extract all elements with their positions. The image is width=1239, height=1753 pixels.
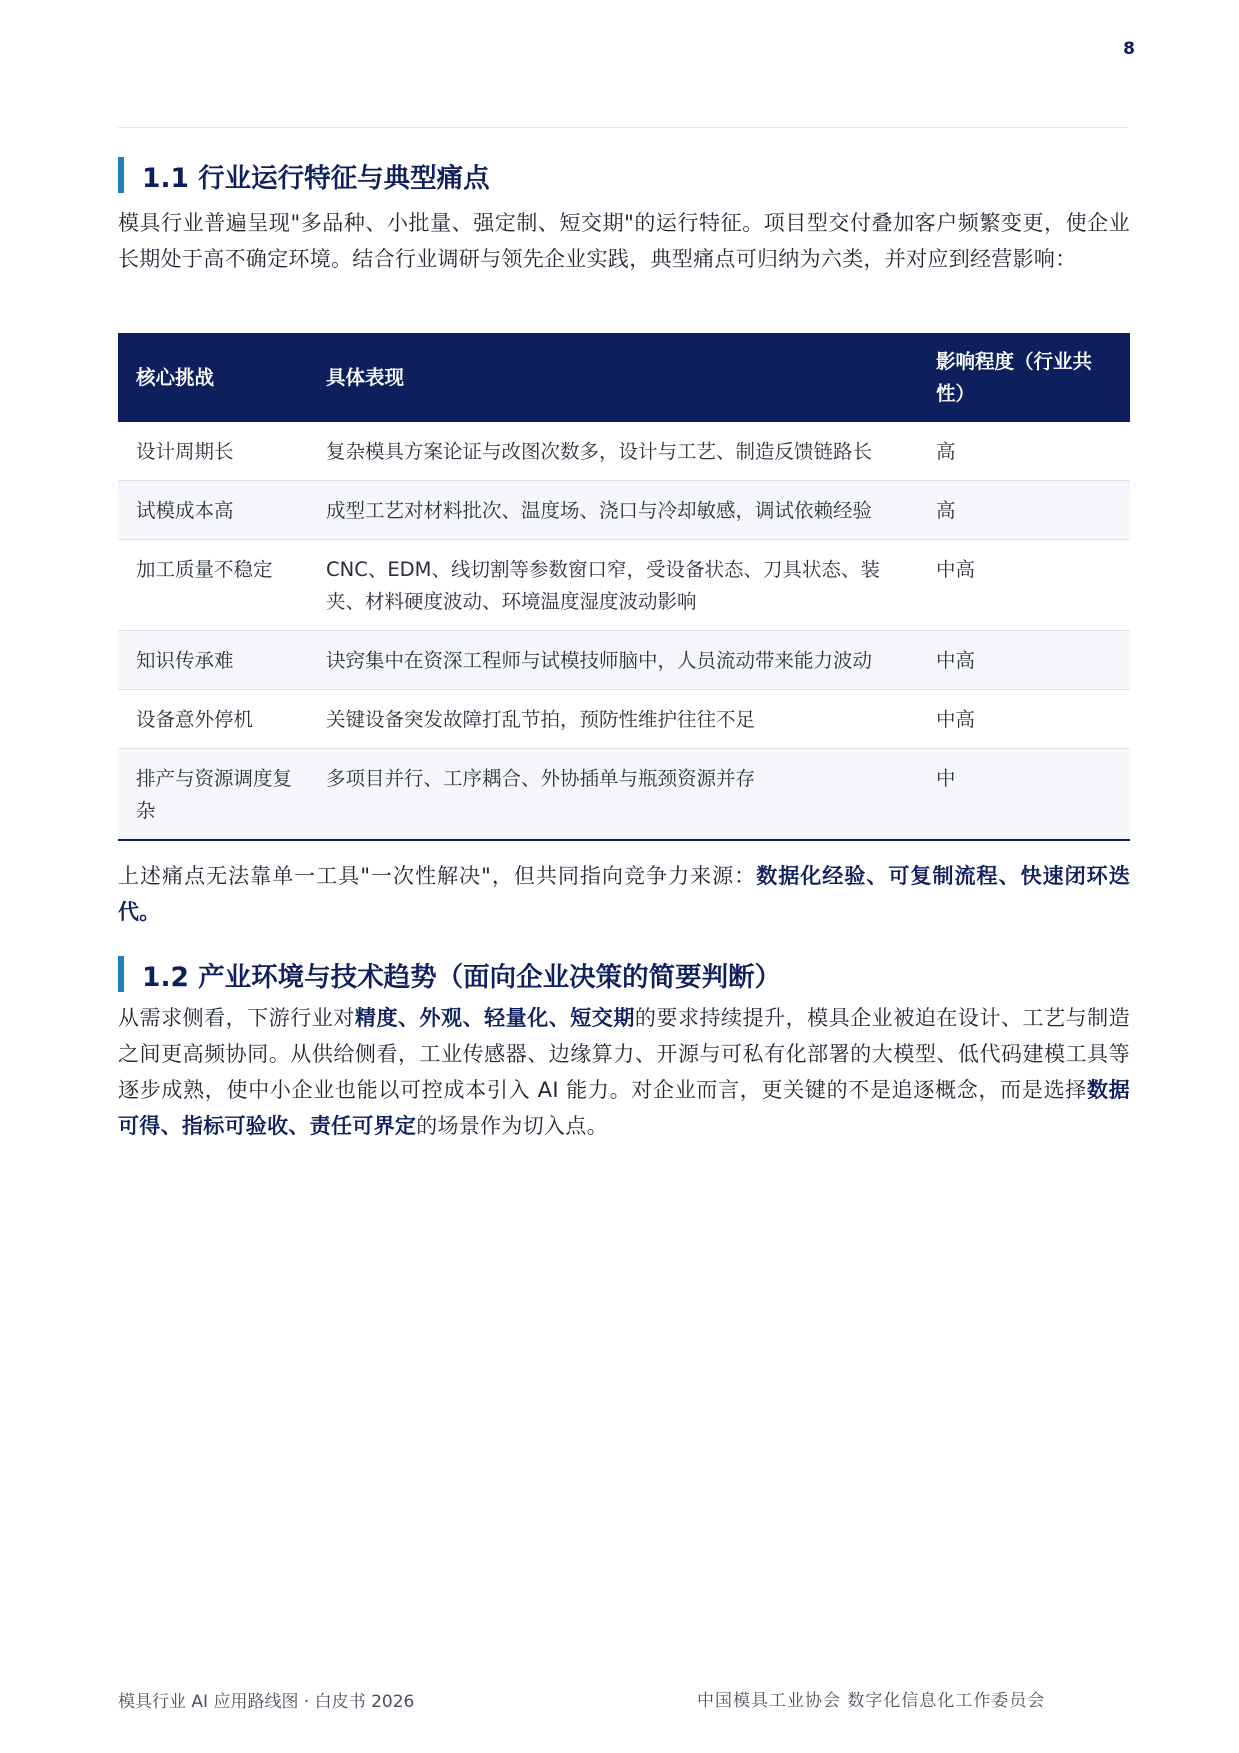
text-run: 的要求持续提升，模具企业被迫在设计、工艺与制造之间更高频协同。从供给侧看，工业传感器、边缘算力、开源与可私有化部署的大模型、低代码建模工具等逐步成熟，使中小企业也能以可控成本引入 AI 能力。对企业而言，更关键的不是追逐概念，而是选择 bbox=[118, 1006, 1130, 1102]
cell-impact: 中高 bbox=[918, 540, 1130, 631]
footer-organization: 中国模具工业协会 数字化信息化工作委员会 bbox=[697, 1691, 1046, 1711]
header-divider bbox=[118, 127, 1128, 128]
cell-challenge: 试模成本高 bbox=[118, 481, 308, 540]
text-run: 的场景作为切入点。 bbox=[416, 1114, 608, 1138]
pain-points-table bbox=[118, 333, 1130, 841]
cell-detail: CNC、EDM、线切割等参数窗口窄，受设备状态、刀具状态、装夹、材料硬度波动、环境温度湿度波动影响 bbox=[308, 540, 918, 631]
cell-impact: 高 bbox=[918, 481, 1130, 540]
table-row bbox=[118, 422, 1130, 481]
column-header-challenge: 核心挑战 bbox=[118, 333, 308, 422]
cell-detail: 成型工艺对材料批次、温度场、浇口与冷却敏感，调试依赖经验 bbox=[308, 481, 918, 540]
cell-challenge: 设备意外停机 bbox=[118, 690, 308, 749]
section-title: 1.1 行业运行特征与典型痛点 bbox=[142, 162, 490, 194]
section-heading-1-2 bbox=[118, 956, 781, 992]
conclusion-lead-text: 上述痛点无法靠单一工具"一次性解决"，但共同指向竞争力来源： bbox=[118, 864, 757, 888]
section-title: 1.2 产业环境与技术趋势（面向企业决策的简要判断） bbox=[142, 961, 782, 993]
page-number: 8 bbox=[1123, 39, 1135, 59]
section-heading-1-1 bbox=[118, 157, 490, 193]
cell-challenge: 知识传承难 bbox=[118, 631, 308, 690]
cell-detail: 复杂模具方案论证与改图次数多，设计与工艺、制造反馈链路长 bbox=[308, 422, 918, 481]
heading-accent-bar bbox=[118, 157, 124, 193]
section-conclusion-paragraph bbox=[118, 858, 1130, 930]
cell-impact: 中 bbox=[918, 749, 1130, 841]
text-run: 从需求侧看，下游行业对 bbox=[118, 1006, 355, 1030]
cell-detail: 多项目并行、工序耦合、外协插单与瓶颈资源并存 bbox=[308, 749, 918, 841]
cell-challenge: 设计周期长 bbox=[118, 422, 308, 481]
section-intro-paragraph: 模具行业普遍呈现"多品种、小批量、强定制、短交期"的运行特征。项目型交付叠加客户频繁变更，使企业长期处于高不确定环境。结合行业调研与领先企业实践，典型痛点可归纳为六类，并对应到经营影响： bbox=[118, 211, 1130, 271]
cell-detail: 诀窍集中在资深工程师与试模技师脑中，人员流动带来能力波动 bbox=[308, 631, 918, 690]
cell-impact: 中高 bbox=[918, 631, 1130, 690]
conclusion-emphasis: 数据化经验、可复制流程、快速闭环迭代。 bbox=[118, 864, 1130, 924]
cell-impact: 高 bbox=[918, 422, 1130, 481]
heading-accent-bar bbox=[118, 956, 124, 992]
table-row bbox=[118, 481, 1130, 540]
trend-paragraph bbox=[118, 1000, 1130, 1144]
table-header-row bbox=[118, 333, 1130, 422]
emphasis-selection-criteria: 数据可得、指标可验收、责任可界定 bbox=[118, 1078, 1130, 1138]
column-header-impact: 影响程度（行业共性） bbox=[918, 333, 1130, 422]
table-row bbox=[118, 690, 1130, 749]
cell-challenge: 排产与资源调度复杂 bbox=[118, 749, 308, 841]
footer-document-title: 模具行业 AI 应用路线图 · 白皮书 2026 bbox=[118, 1692, 415, 1712]
table-row bbox=[118, 749, 1130, 841]
emphasis-demand-factors: 精度、外观、轻量化、短交期 bbox=[354, 1006, 635, 1030]
cell-detail: 关键设备突发故障打乱节拍，预防性维护往往不足 bbox=[308, 690, 918, 749]
table-row bbox=[118, 540, 1130, 631]
column-header-detail: 具体表现 bbox=[308, 333, 918, 422]
cell-impact: 中高 bbox=[918, 690, 1130, 749]
table-row bbox=[118, 631, 1130, 690]
cell-challenge: 加工质量不稳定 bbox=[118, 540, 308, 631]
